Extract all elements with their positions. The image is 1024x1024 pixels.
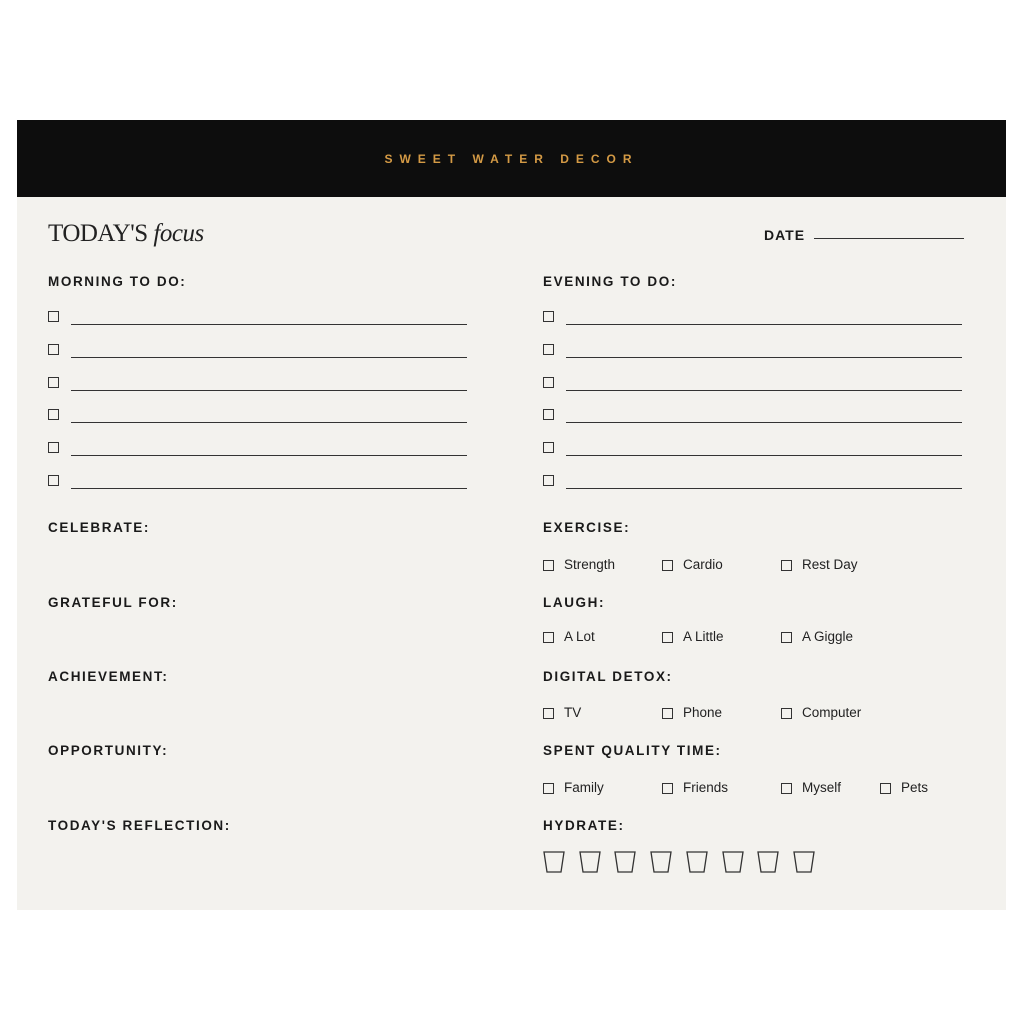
option-checkbox[interactable] [781,783,792,794]
date-label: DATE [764,227,806,243]
water-cup-icon[interactable] [757,851,779,873]
water-cup-icon[interactable] [579,851,601,873]
morning-todo-line[interactable] [71,357,467,358]
morning-todo-checkbox[interactable] [48,409,59,420]
right-section-label: SPENT QUALITY TIME: [543,743,722,758]
right-section-label: DIGITAL DETOX: [543,669,673,684]
evening-todo-line[interactable] [566,488,962,489]
option-checkbox[interactable] [781,560,792,571]
water-cup-icon[interactable] [793,851,815,873]
left-section-label: OPPORTUNITY: [48,743,169,758]
hydrate-label: HYDRATE: [543,818,625,833]
option-label: Strength [564,557,616,572]
water-cup-icon[interactable] [543,851,565,873]
left-section-label: ACHIEVEMENT: [48,669,169,684]
option-label: TV [564,705,582,720]
water-cup-icon[interactable] [686,851,708,873]
morning-todo-line[interactable] [71,324,467,325]
morning-todo-line[interactable] [71,488,467,489]
evening-todo-line[interactable] [566,455,962,456]
morning-todo-checkbox[interactable] [48,442,59,453]
option-label: Phone [683,705,723,720]
left-section-label: CELEBRATE: [48,520,150,535]
option-label: Cardio [683,557,723,572]
morning-todo-checkbox[interactable] [48,311,59,322]
morning-label: MORNING TO DO: [48,274,187,289]
morning-todo-line[interactable] [71,455,467,456]
option-label: A Lot [564,629,595,644]
evening-todo-checkbox[interactable] [543,442,554,453]
morning-todo-checkbox[interactable] [48,475,59,486]
option-label: A Little [683,629,724,644]
option-checkbox[interactable] [662,632,673,643]
option-label: Computer [802,705,862,720]
morning-todo-checkbox[interactable] [48,377,59,388]
right-section-label: EXERCISE: [543,520,631,535]
option-checkbox[interactable] [781,632,792,643]
title-main: TODAY'S [48,220,148,247]
page-title [48,220,204,248]
option-label: A Giggle [802,629,854,644]
evening-todo-line[interactable] [566,422,962,423]
evening-todo-line[interactable] [566,357,962,358]
option-checkbox[interactable] [662,560,673,571]
title-script: focus [153,220,204,247]
evening-todo-checkbox[interactable] [543,311,554,322]
evening-todo-checkbox[interactable] [543,475,554,486]
water-cup-icon[interactable] [614,851,636,873]
option-label: Rest Day [802,557,858,572]
option-checkbox[interactable] [543,632,554,643]
option-label: Family [564,780,604,795]
option-checkbox[interactable] [543,783,554,794]
option-label: Friends [683,780,729,795]
left-section-label: GRATEFUL FOR: [48,595,178,610]
evening-todo-line[interactable] [566,324,962,325]
evening-todo-line[interactable] [566,390,962,391]
option-checkbox[interactable] [543,560,554,571]
option-checkbox[interactable] [543,708,554,719]
option-checkbox[interactable] [781,708,792,719]
morning-todo-line[interactable] [71,390,467,391]
option-checkbox[interactable] [880,783,891,794]
evening-todo-checkbox[interactable] [543,344,554,355]
option-checkbox[interactable] [662,783,673,794]
option-label: Pets [901,780,929,795]
brand-name: SWEET WATER DECOR [384,151,639,166]
option-label: Myself [802,780,842,795]
water-cup-icon[interactable] [722,851,744,873]
header-banner [17,120,1006,197]
planner-sheet [17,120,1006,910]
date-field[interactable] [814,238,964,239]
morning-todo-checkbox[interactable] [48,344,59,355]
evening-todo-checkbox[interactable] [543,377,554,388]
morning-todo-line[interactable] [71,422,467,423]
right-section-label: LAUGH: [543,595,606,610]
left-section-label: TODAY'S REFLECTION: [48,818,231,833]
water-cup-icon[interactable] [650,851,672,873]
evening-todo-checkbox[interactable] [543,409,554,420]
option-checkbox[interactable] [662,708,673,719]
evening-label: EVENING TO DO: [543,274,677,289]
